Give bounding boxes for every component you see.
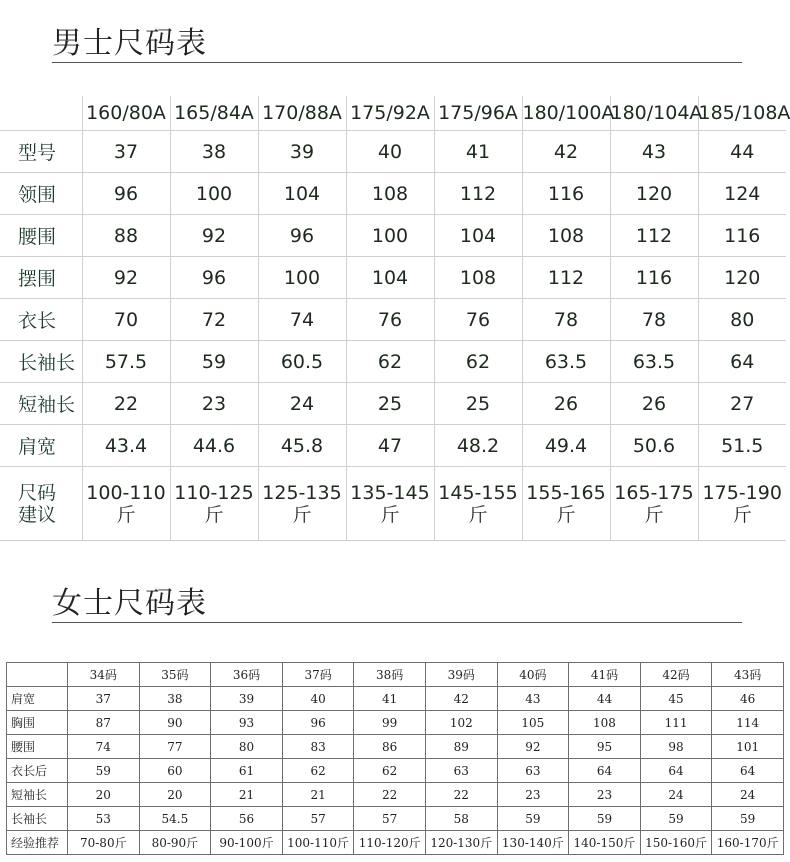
table-cell: 62 — [282, 759, 354, 783]
table-cell: 90-100斤 — [211, 831, 283, 855]
table-cell: 47 — [346, 425, 434, 467]
table-cell: 37 — [82, 131, 170, 173]
cell-line: 斤 — [116, 503, 136, 526]
table-cell: 96 — [82, 173, 170, 215]
table-cell: 74 — [68, 735, 140, 759]
table-cell: 102 — [425, 711, 497, 735]
table-cell: 44 — [569, 687, 641, 711]
table-cell: 77 — [139, 735, 211, 759]
row-label — [0, 467, 82, 541]
table-row — [0, 173, 786, 215]
table-cell: 80-90斤 — [139, 831, 211, 855]
column-header: 38码 — [354, 663, 426, 687]
table-cell: 64 — [712, 759, 784, 783]
row-label: 胸围 — [7, 711, 68, 735]
column-header: 160/80A — [82, 96, 170, 131]
table-cell: 100 — [346, 215, 434, 257]
table-row — [0, 341, 786, 383]
table-cell: 22 — [354, 783, 426, 807]
table-cell: 64 — [569, 759, 641, 783]
cell-line: 斤 — [556, 503, 576, 526]
table-cell: 51.5 — [698, 425, 786, 467]
table-cell: 108 — [434, 257, 522, 299]
table-cell: 70-80斤 — [68, 831, 140, 855]
table-cell: 105 — [497, 711, 569, 735]
table-cell: 100-110斤 — [282, 831, 354, 855]
table-cell — [434, 467, 522, 541]
table-cell: 62 — [346, 341, 434, 383]
table-cell: 104 — [258, 173, 346, 215]
column-header: 43码 — [712, 663, 784, 687]
table-cell: 22 — [82, 383, 170, 425]
table-cell: 37 — [68, 687, 140, 711]
women-title-divider — [52, 622, 742, 623]
table-cell: 43 — [610, 131, 698, 173]
table-cell: 61 — [211, 759, 283, 783]
table-cell: 112 — [522, 257, 610, 299]
table-cell: 86 — [354, 735, 426, 759]
table-cell: 88 — [82, 215, 170, 257]
table-cell: 78 — [522, 299, 610, 341]
table-cell — [522, 467, 610, 541]
table-cell: 59 — [640, 807, 712, 831]
table-cell: 25 — [346, 383, 434, 425]
row-label: 腰围 — [7, 735, 68, 759]
men-size-chart-title: 男士尺码表 — [52, 26, 207, 61]
row-label: 摆围 — [0, 257, 82, 299]
table-cell — [82, 467, 170, 541]
column-header: 185/108A — [698, 96, 786, 131]
table-cell: 76 — [434, 299, 522, 341]
table-cell: 42 — [425, 687, 497, 711]
table-cell: 64 — [698, 341, 786, 383]
cell-line: 110-125 — [174, 481, 254, 504]
table-cell — [170, 467, 258, 541]
women-size-chart-title: 女士尺码表 — [52, 586, 207, 621]
table-row — [0, 467, 786, 541]
table-cell: 104 — [434, 215, 522, 257]
cell-line: 145-155 — [438, 481, 518, 504]
column-header: 175/92A — [346, 96, 434, 131]
table-cell: 40 — [282, 687, 354, 711]
table-cell: 45.8 — [258, 425, 346, 467]
column-header: 39码 — [425, 663, 497, 687]
table-cell: 25 — [434, 383, 522, 425]
table-cell: 72 — [170, 299, 258, 341]
table-cell: 59 — [497, 807, 569, 831]
table-cell: 63 — [425, 759, 497, 783]
table-cell: 130-140斤 — [497, 831, 569, 855]
table-cell: 120 — [698, 257, 786, 299]
table-cell: 124 — [698, 173, 786, 215]
cell-line: 100-110 — [86, 481, 166, 504]
table-cell: 74 — [258, 299, 346, 341]
table-cell: 110-120斤 — [354, 831, 426, 855]
column-header: 42码 — [640, 663, 712, 687]
row-label: 型号 — [0, 131, 82, 173]
column-header: 165/84A — [170, 96, 258, 131]
cell-line: 155-165 — [526, 481, 606, 504]
column-header: 37码 — [282, 663, 354, 687]
table-cell: 99 — [354, 711, 426, 735]
table-row — [7, 783, 784, 807]
table-cell: 22 — [425, 783, 497, 807]
table-cell: 100 — [170, 173, 258, 215]
table-cell: 58 — [425, 807, 497, 831]
table-cell: 104 — [346, 257, 434, 299]
table-cell: 49.4 — [522, 425, 610, 467]
table-cell: 108 — [522, 215, 610, 257]
row-label: 腰围 — [0, 215, 82, 257]
table-cell: 87 — [68, 711, 140, 735]
table-cell: 120 — [610, 173, 698, 215]
table-cell: 116 — [610, 257, 698, 299]
header-corner-cell — [0, 96, 82, 131]
cell-line: 165-175 — [614, 481, 694, 504]
table-cell: 80 — [698, 299, 786, 341]
table-cell: 44 — [698, 131, 786, 173]
table-cell: 20 — [68, 783, 140, 807]
table-cell: 40 — [346, 131, 434, 173]
table-cell: 120-130斤 — [425, 831, 497, 855]
table-cell: 59 — [68, 759, 140, 783]
row-label: 短袖长 — [0, 383, 82, 425]
table-cell: 100 — [258, 257, 346, 299]
table-cell: 112 — [610, 215, 698, 257]
table-cell: 20 — [139, 783, 211, 807]
table-cell: 45 — [640, 687, 712, 711]
header-corner-cell — [7, 663, 68, 687]
table-row — [0, 383, 786, 425]
table-cell: 38 — [170, 131, 258, 173]
men-title-divider — [52, 62, 742, 63]
table-cell: 76 — [346, 299, 434, 341]
table-cell: 140-150斤 — [569, 831, 641, 855]
table-cell: 43.4 — [82, 425, 170, 467]
column-header: 36码 — [211, 663, 283, 687]
table-row — [0, 425, 786, 467]
table-row — [7, 735, 784, 759]
row-label: 短袖长 — [7, 783, 68, 807]
row-label-line: 尺码 — [18, 481, 57, 504]
table-cell: 92 — [82, 257, 170, 299]
column-header: 35码 — [139, 663, 211, 687]
table-cell: 41 — [354, 687, 426, 711]
table-row — [0, 131, 786, 173]
table-cell: 54.5 — [139, 807, 211, 831]
column-header: 40码 — [497, 663, 569, 687]
men-size-table — [0, 96, 790, 541]
table-cell: 24 — [258, 383, 346, 425]
table-cell: 116 — [522, 173, 610, 215]
table-cell: 24 — [712, 783, 784, 807]
table-cell: 98 — [640, 735, 712, 759]
row-label: 肩宽 — [0, 425, 82, 467]
table-cell: 89 — [425, 735, 497, 759]
row-label: 衣长 — [0, 299, 82, 341]
table-cell — [610, 467, 698, 541]
cell-line: 斤 — [292, 503, 312, 526]
table-cell: 95 — [569, 735, 641, 759]
table-cell: 116 — [698, 215, 786, 257]
table-cell: 44.6 — [170, 425, 258, 467]
table-cell: 92 — [170, 215, 258, 257]
table-cell: 42 — [522, 131, 610, 173]
table-cell: 63.5 — [610, 341, 698, 383]
table-cell: 64 — [640, 759, 712, 783]
table-row — [7, 687, 784, 711]
table-cell: 26 — [522, 383, 610, 425]
table-row — [0, 215, 786, 257]
table-cell: 23 — [569, 783, 641, 807]
table-cell — [698, 467, 786, 541]
column-header: 180/104A — [610, 96, 698, 131]
table-cell: 83 — [282, 735, 354, 759]
table-cell: 26 — [610, 383, 698, 425]
table-row — [7, 711, 784, 735]
table-cell: 112 — [434, 173, 522, 215]
women-size-table — [6, 662, 784, 855]
table-cell: 39 — [211, 687, 283, 711]
row-label: 长袖长 — [7, 807, 68, 831]
table-cell: 27 — [698, 383, 786, 425]
table-cell: 59 — [569, 807, 641, 831]
table-cell: 78 — [610, 299, 698, 341]
column-header: 175/96A — [434, 96, 522, 131]
table-cell: 21 — [282, 783, 354, 807]
table-row — [7, 807, 784, 831]
table-cell: 53 — [68, 807, 140, 831]
table-cell: 93 — [211, 711, 283, 735]
table-cell: 96 — [282, 711, 354, 735]
table-cell: 70 — [82, 299, 170, 341]
cell-line: 125-135 — [262, 481, 342, 504]
table-cell: 21 — [211, 783, 283, 807]
table-cell: 50.6 — [610, 425, 698, 467]
cell-line: 斤 — [468, 503, 488, 526]
table-cell: 90 — [139, 711, 211, 735]
table-cell: 114 — [712, 711, 784, 735]
table-cell: 60 — [139, 759, 211, 783]
table-cell: 46 — [712, 687, 784, 711]
table-cell: 43 — [497, 687, 569, 711]
cell-line: 斤 — [204, 503, 224, 526]
table-cell — [346, 467, 434, 541]
table-cell: 23 — [497, 783, 569, 807]
table-cell: 96 — [170, 257, 258, 299]
table-cell: 57 — [354, 807, 426, 831]
table-cell: 24 — [640, 783, 712, 807]
table-cell — [258, 467, 346, 541]
table-cell: 63.5 — [522, 341, 610, 383]
table-cell: 63 — [497, 759, 569, 783]
row-label: 经验推荐 — [7, 831, 68, 855]
row-label-line: 建议 — [18, 503, 57, 526]
table-cell: 48.2 — [434, 425, 522, 467]
table-cell: 57 — [282, 807, 354, 831]
table-cell: 56 — [211, 807, 283, 831]
column-header: 34码 — [68, 663, 140, 687]
table-cell: 59 — [712, 807, 784, 831]
table-row — [0, 299, 786, 341]
table-cell: 108 — [346, 173, 434, 215]
table-cell: 60.5 — [258, 341, 346, 383]
cell-line: 135-145 — [350, 481, 430, 504]
cell-line: 斤 — [732, 503, 752, 526]
table-cell: 39 — [258, 131, 346, 173]
table-row — [7, 831, 784, 855]
table-cell: 160-170斤 — [712, 831, 784, 855]
table-cell: 101 — [712, 735, 784, 759]
row-label: 衣长后 — [7, 759, 68, 783]
column-header: 170/88A — [258, 96, 346, 131]
cell-line: 斤 — [380, 503, 400, 526]
table-row — [0, 257, 786, 299]
table-cell: 41 — [434, 131, 522, 173]
row-label: 长袖长 — [0, 341, 82, 383]
table-cell: 23 — [170, 383, 258, 425]
table-cell: 57.5 — [82, 341, 170, 383]
cell-line: 斤 — [644, 503, 664, 526]
table-cell: 59 — [170, 341, 258, 383]
table-cell: 111 — [640, 711, 712, 735]
table-cell: 38 — [139, 687, 211, 711]
row-label: 肩宽 — [7, 687, 68, 711]
cell-line: 175-190 — [702, 481, 782, 504]
table-cell: 92 — [497, 735, 569, 759]
table-cell: 62 — [434, 341, 522, 383]
table-row — [7, 759, 784, 783]
row-label: 领围 — [0, 173, 82, 215]
column-header: 41码 — [569, 663, 641, 687]
table-cell: 62 — [354, 759, 426, 783]
table-cell: 150-160斤 — [640, 831, 712, 855]
table-cell: 96 — [258, 215, 346, 257]
table-cell: 80 — [211, 735, 283, 759]
table-cell: 108 — [569, 711, 641, 735]
column-header: 180/100A — [522, 96, 610, 131]
